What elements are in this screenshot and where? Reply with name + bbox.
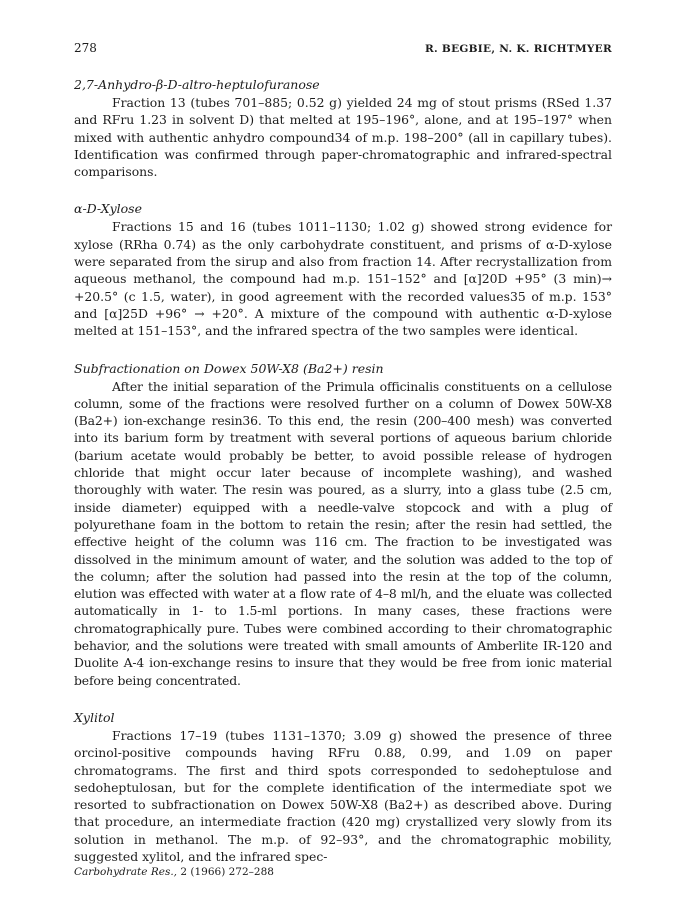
section-subfractionation-dowex: [74, 360, 612, 689]
page-footer: [74, 865, 274, 879]
footer-citation: 2 (1966) 272–288: [180, 866, 274, 878]
section-heading: Xylitol: [74, 709, 115, 725]
section-alpha-d-xylose: [74, 200, 612, 339]
section-heading: 2,7-Anhydro-β-D-altro-heptulofuranose: [74, 77, 320, 92]
footer-journal: Carbohydrate Res.,: [74, 866, 178, 878]
page-body: [74, 40, 612, 865]
section-xylitol: [74, 709, 612, 865]
section-paragraph: After the initial separation of the Primula officinalis constituents on a cellulose column, some of the fractions were resolved further on a column of Dowex 50W-X8 (Ba2+) ion-exchange resin36. To this end, the resin (200–400 mesh) was converted into its barium form by treatment with several portions of aqueous barium chloride (barium acetate would probably be better, to avoid possible release of hydrogen chloride that might occur later because of incomplete washing), and washed thoroughly with water. The resin was poured, as a slurry, into a glass tube (2.5 cm, inside diameter) equipped with a needle-valve stopcock and with a plug of polyurethane foam in the bottom to retain the resin; after the resin had settled, the effective height of the column was 116 cm. The fraction to be investigated was dissolved in the minimum amount of water, and the solution was added to the top of the column; after the solution had passed into the resin at the top of the column, elution was effected with water at a flow rate of 4–8 ml/h, and the eluate was collected automatically in 1- to 1.5-ml portions. In many cases, these fractions were chromatographically pure. Tubes were combined according to their chromatographic behavior, and the solutions were treated with small amounts of Amberlite IR-120 and Duolite A-4 ion-exchange resins to insure that they would be free from ionic material before being concentrated.: [74, 378, 612, 688]
section-paragraph: Fractions 15 and 16 (tubes 1011–1130; 1.02 g) showed strong evidence for xylose (RRha 0.74) as the only carbohydrate constituent, and prisms of α-D-xylose were separated from the sirup and also from fraction 14. After recrystallization from aqueous methanol, the compound had m.p. 151–152° and [α]20D +95° (3 min)→ +20.5° (c 1.5, water), in good agreement with the recorded values35 of m.p. 153° and [α]25D +96° → +20°. A mixture of the compound with authentic α-D-xylose melted at 151–153°, and the infrared spectra of the two samples were identical.: [74, 219, 612, 339]
section-heading: α-D-Xylose: [74, 201, 142, 217]
section-paragraph: Fraction 13 (tubes 701–885; 0.52 g) yielded 24 mg of stout prisms (RSed 1.37 and RFru 1.23 in solvent D) that melted at 195–196°, alone, and at 195–197° when mixed with authentic anhydro compound34 of m.p. 198–200° (all in capillary tubes). Identification was confirmed through paper-chromatographic and infrared-spectral comparisons.: [74, 95, 612, 180]
section-heading: Subfractionation on Dowex 50W-X8 (Ba2+) resin: [74, 360, 384, 376]
section-paragraph: Fractions 17–19 (tubes 1131–1370; 3.09 g) showed the presence of three orcinol-positive compounds having RFru 0.88, 0.99, and 1.09 on paper chromatograms. The first and third spots corresponded to sedoheptulose and sedoheptulosan, but for the complete identification of the intermediate spot we resorted to subfractionation on Dowex 50W-X8 (Ba2+) as described above. During that procedure, an intermediate fraction (420 mg) crystallized very slowly from its solution in methanol. The m.p. of 92–93°, and the chromatographic mobility, suggested xylitol, and the infrared spec-: [74, 727, 612, 864]
page-number: 278: [74, 41, 97, 55]
running-head-authors: R. BEGBIE, N. K. RICHTMYER: [424, 43, 612, 55]
section-anhydro-altro-heptulofuranose: [74, 76, 612, 180]
running-head: [74, 40, 612, 56]
